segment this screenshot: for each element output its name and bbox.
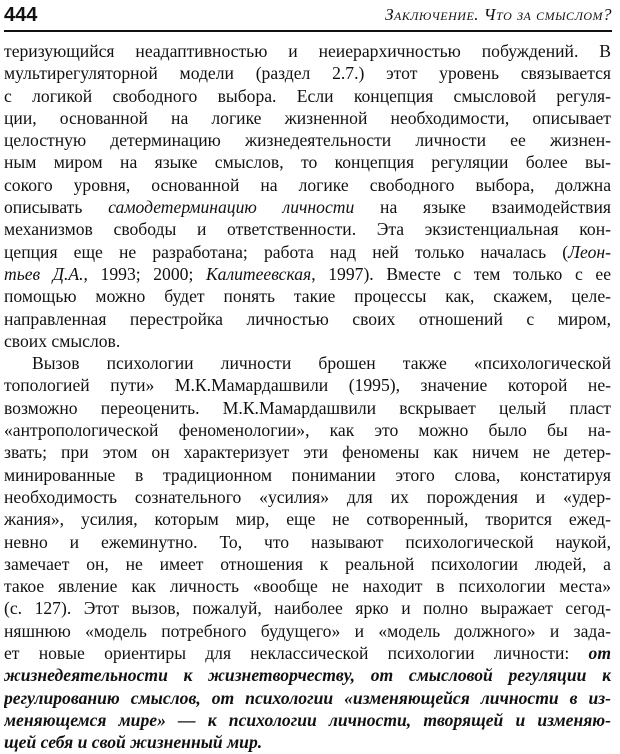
running-title: Заключение. Что за смыслом? [385, 5, 612, 24]
text-segment: на языке взаимодействия [354, 197, 611, 218]
text-line [4, 129, 611, 151]
text-line [4, 151, 611, 173]
text-segment: цепция еще не разработана; работа над ней только началась ( [4, 241, 569, 262]
italic-text-segment: Калитеевская [205, 263, 312, 284]
text-segment: минированные в традиционном понимании этого слова, констатируя [4, 464, 611, 485]
text-line [4, 531, 611, 553]
bold-italic-text-segment: щей себя и свой жизненный мир. [4, 732, 263, 753]
text-segment: описывать [4, 197, 109, 218]
text-line [4, 330, 611, 352]
page-header [4, 0, 612, 32]
text-line [4, 374, 611, 396]
italic-text-segment: Леон- [568, 241, 611, 262]
text-line [4, 642, 611, 664]
text-line [4, 687, 611, 709]
italic-text-segment: самодетерминацию личности [108, 197, 355, 218]
text-segment: , 1993; 2000; [83, 263, 206, 284]
text-segment: мультирегуляторной модели (раздел 2.7.) этот уровень связывается [4, 63, 611, 84]
text-segment: с логикой свободного выбора. Если концепция смысловой регуля- [4, 85, 611, 106]
text-segment: целостную детерминацию жизнедеятельности личности ее жизнен- [4, 130, 611, 151]
text-line [4, 664, 611, 686]
bold-italic-text-segment: меняющемся мире» — к психологии личности, творящей и изменяю- [4, 709, 611, 730]
text-segment: своих смыслов. [4, 330, 121, 351]
text-segment: механизмов свободы и ответственности. Эта экзистенциальная кон- [4, 219, 611, 240]
text-segment: теризующийся неадаптивностью и неиерархичностью побуждений. В [4, 41, 611, 61]
text-line [4, 464, 611, 486]
bold-italic-text-segment: жизнедеятельности к жизнетворчеству, от смысловой регуляции к [4, 665, 611, 686]
text-line [4, 263, 611, 285]
text-segment: помощью можно будет понять такие процессы как, скажем, целе- [4, 286, 611, 307]
page-number: 444 [4, 4, 38, 26]
text-segment: ным миром на языке смыслов, то концепция регуляции более вы- [4, 152, 611, 173]
text-line [4, 107, 611, 129]
text-segment: няшнюю «модель потребного будущего» и «модель должного» и зада- [4, 620, 611, 641]
text-segment: возможно переоценить. М.К.Мамардашвили вскрывает целый пласт [4, 397, 611, 418]
text-segment: такое явление как личность «вообще не находит в психологии места» [4, 576, 611, 597]
text-segment: замечает он, не имеет отношения к реальной психологии людей, а [4, 553, 611, 574]
text-segment: необходимость сознательного «усилия» для их порождения и «удер- [4, 486, 611, 507]
text-line [4, 731, 611, 753]
text-line [4, 486, 611, 508]
text-line [4, 508, 611, 530]
text-line [4, 85, 611, 107]
italic-text-segment: тьев Д.А. [4, 263, 84, 284]
text-segment: невно и ежеминутно. То, что называют психологической наукой, [4, 531, 611, 552]
text-line [4, 174, 611, 196]
text-line [4, 352, 611, 374]
text-line [4, 441, 611, 463]
text-segment: направленная перестройка личностью своих отношений с миром, [4, 308, 611, 329]
text-line [4, 40, 611, 62]
text-line [4, 285, 611, 307]
text-segment: сокого уровня, основанной на логике свободного выбора, должна [4, 174, 611, 195]
text-line [4, 218, 611, 240]
text-line [4, 419, 611, 441]
text-segment: (с. 127). Этот вызов, пожалуй, наиболее ярко и полно выражает сегод- [4, 598, 611, 619]
text-segment: «антропологической феноменологии», как это можно было бы на- [4, 420, 611, 441]
text-line [4, 597, 611, 619]
text-line [4, 575, 611, 597]
text-line [4, 709, 611, 731]
text-line [4, 62, 611, 84]
text-line [4, 308, 611, 330]
text-segment: Вызов психологии личности брошен также «психологической [32, 353, 611, 374]
text-segment: жания», усилия, которым мир, еще не сотворенный, творится ежед- [4, 509, 611, 530]
text-segment: ции, основанной на логике жизненной необходимости, описывает [4, 107, 611, 128]
text-line [4, 620, 611, 642]
text-line [4, 196, 611, 218]
text-segment: топологией пути» М.К.Мамардашвили (1995), значение которой не- [4, 375, 611, 396]
bold-italic-text-segment: от [588, 643, 611, 664]
text-segment: ет новые ориентиры для неклассической психологии личности: [4, 643, 589, 664]
text-line [4, 553, 611, 575]
text-segment: звать; при этом он характеризует эти феномены как ничем не детер- [4, 442, 611, 463]
body-text [4, 40, 611, 754]
text-line [4, 241, 611, 263]
text-line [4, 397, 611, 419]
text-segment: , 1997). Вместе с тем только с ее [311, 263, 611, 284]
bold-italic-text-segment: регулированию смыслов, от психологии «изменяющейся личности в из- [4, 687, 611, 708]
